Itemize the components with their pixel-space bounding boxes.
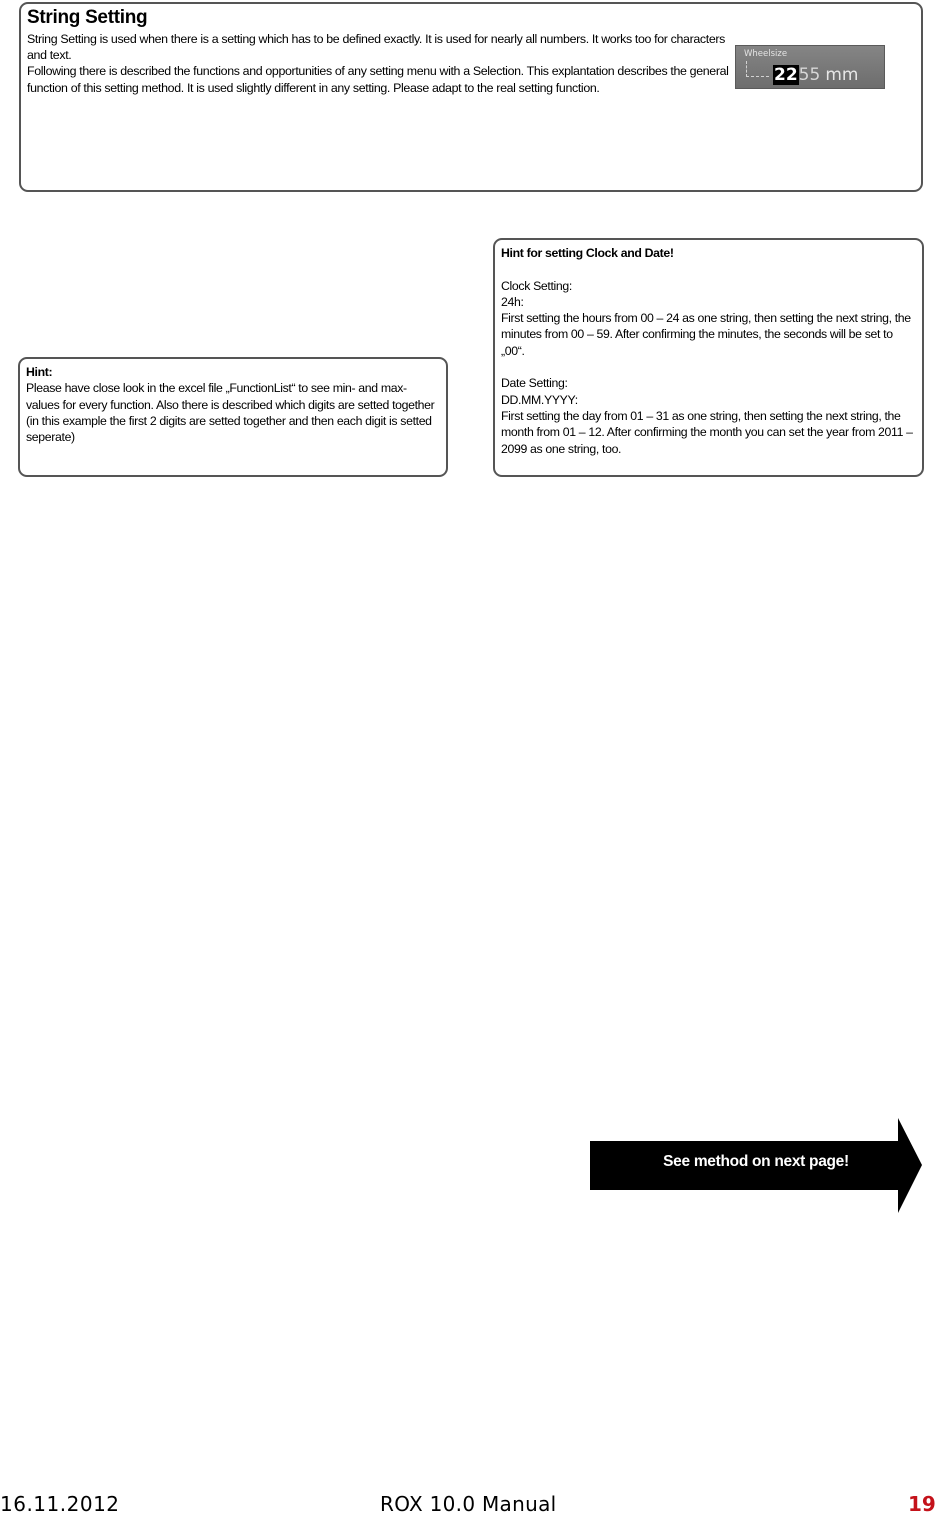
- next-page-arrow-label: See method on next page!: [663, 1153, 849, 1170]
- string-setting-description: [27, 31, 742, 96]
- spacer: [501, 261, 916, 277]
- display-value: [773, 64, 858, 86]
- clock-date-hint-box: [493, 238, 924, 477]
- date-setting-text: First setting the day from 01 – 31 as one string, then setting the next string, the month from 01 – 12. After confirming the month you can set the year from 2011 – 2099 as one string, too.: [501, 408, 913, 456]
- hint-content: [26, 364, 440, 445]
- clock-setting-heading: Clock Setting:: [501, 278, 572, 293]
- display-bracket-line: [746, 61, 769, 77]
- clock-format: 24h:: [501, 294, 524, 309]
- footer-manual-title: ROX 10.0 Manual: [380, 1492, 557, 1516]
- display-label: Wheelsize: [744, 49, 788, 59]
- wheelsize-display-image: [735, 45, 885, 89]
- clock-setting-text: First setting the hours from 00 – 24 as one string, then setting the next string, the minutes from 00 – 59. After confirming the minutes, the seconds will be set to „00“.: [501, 311, 911, 358]
- clock-date-content: [501, 245, 916, 457]
- spacer: [501, 359, 916, 375]
- footer-page-number: 19: [908, 1492, 936, 1516]
- date-format: DD.MM.YYYY:: [501, 392, 578, 407]
- next-page-arrow: [590, 1118, 922, 1213]
- string-setting-box: [19, 2, 923, 192]
- hint-body: Please have close look in the excel file „FunctionList“ to see min- and max-values for every function. Also there is described which digits are setted together (in this example the first 2 digits are setted together and then each digit is setted seperate): [26, 381, 435, 445]
- hint-title: Hint:: [26, 365, 53, 379]
- hint-box: [18, 357, 448, 477]
- display-remaining-digits: 55: [798, 65, 821, 85]
- string-setting-paragraph: String Setting is used when there is a setting which has to be defined exactly. It is used for nearly all numbers. It works too for characters and text.: [27, 32, 726, 63]
- date-setting-heading: Date Setting:: [501, 376, 568, 391]
- string-setting-title: String Setting: [27, 7, 148, 28]
- string-setting-paragraph: Following there is described the functions and opportunities of any setting menu with a Selection. This explantation describes the general function of this setting method. It is used slightly different in any setting. Please adapt to the real setting function.: [27, 64, 729, 95]
- display-selected-digits: 22: [774, 65, 798, 85]
- display-unit: mm: [825, 65, 859, 85]
- footer-date: 16.11.2012: [0, 1492, 120, 1516]
- clock-date-hint-title: Hint for setting Clock and Date!: [501, 246, 674, 260]
